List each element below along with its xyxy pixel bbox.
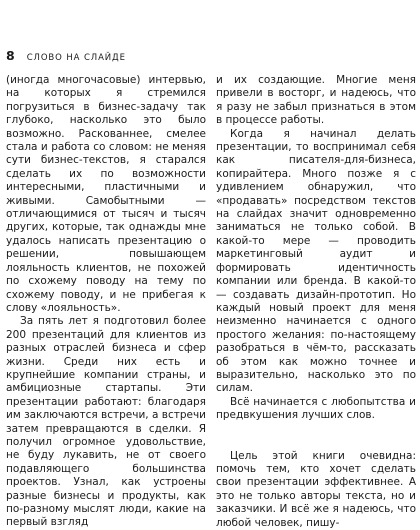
paragraph: Когда я начинал делать презентации, то воспринимал себя как писателя-для-бизнеса, копирайтера. Много позже я с удивлением обнаружил, что «продавать» посредством текстов на слайдах значит одновременно заниматься не только собой. В какой-то мере — проводить маркетинговый аудит и формировать идентичность компании или бренда. В какой-то — создавать дизайн-прототип. Но каждый новый проект для меня неизменно начинается с одного простого желания: по-настоящему разобраться в чём-то, рассказать об этом как можно точнее и выразительно, насколько это по силам. bbox=[216, 127, 416, 395]
paragraph: Цель этой книги очевидна: помочь тем, кто хочет сделать свои презентации эффективнее. А это не только авторы текста, но и заказчики. И всё же я надеюсь, что любой человек, пишу- bbox=[216, 449, 416, 529]
paragraph: Всё начинается с любопытства и предвкушения лучших слов. bbox=[216, 395, 416, 422]
running-head bbox=[6, 50, 126, 63]
paragraph: За пять лет я подготовил более 200 презентаций для клиентов из разных отраслей бизнеса и сфер жизни. Среди них есть и крупнейшие компании страны, и амбициозные стартапы. Эти презентации работают: благодаря им заключаются встречи, а встречи затем превращаются в сделки. Я получил огромное удовольствие, не буду лукавить, не от своего подавляющего большинства проектов. Узнал, как устроены разные бизнесы и продукты, как по-разному мыслят люди, какие на первый взгляд bbox=[6, 315, 206, 529]
chapter-title: СЛОВО НА СЛАЙДЕ bbox=[26, 53, 126, 63]
paragraph: и их создающие. Многие меня привели в восторг, и надеюсь, что я разу не забыл признаться в этом в процессе работы. bbox=[216, 74, 416, 127]
page-number: 8 bbox=[6, 48, 15, 63]
right-column bbox=[216, 74, 416, 530]
paragraph: (иногда многочасовые) интервью, на которых я стремился погрузиться в бизнес-задачу так глубоко, насколько это было возможно. Раскованнее, смелее стала и работа со словом: не меняя сути бизнес-текстов, я старался сделать их по возможности интересными, пластичными и живыми. Самобытными — отличающимися от тысяч и тысяч других, которые, так однажды мне удалось написать презентацию о решении, повышающем лояльность клиентов, не похожей по схожему поводу на тему по схожему поводу, и не прибегая к слову «лояльность». bbox=[6, 74, 206, 314]
left-column bbox=[6, 74, 206, 530]
